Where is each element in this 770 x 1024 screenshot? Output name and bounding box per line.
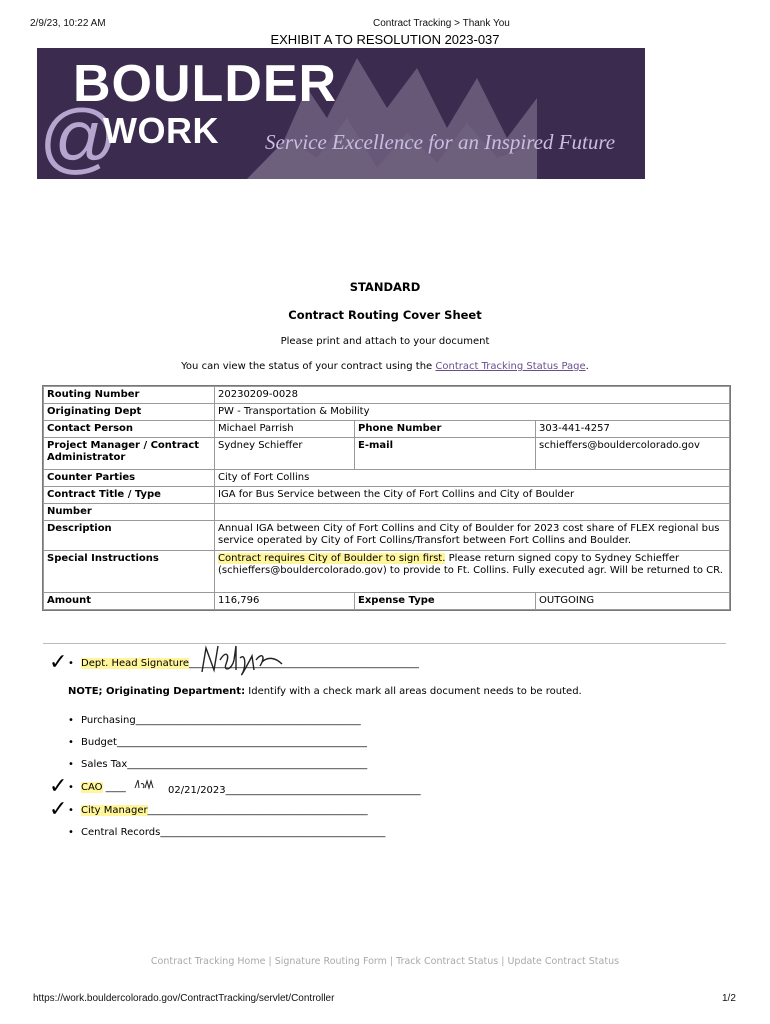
cao-date-line [168,785,421,796]
routing-note [68,686,582,697]
list-item-budget [68,737,367,748]
table-row [44,470,730,487]
status-sentence [0,361,770,372]
dept-head-label: Dept. Head Signature [81,658,190,669]
table-row [44,521,730,551]
city-manager-label: City Manager [81,805,148,816]
email-label: E-mail [355,438,536,470]
check-mark-dept-head: ✓ [49,650,68,675]
check-mark-city-manager: ✓ [49,797,68,822]
bullet: • [68,737,74,748]
budget-underline: __________________________________________________ [116,737,367,748]
cao-underline: _______________________________________ [225,785,421,796]
routing-number-label: Routing Number [44,387,215,404]
project-manager-value: Sydney Schieffer [215,438,355,470]
check-mark-cao: ✓ [49,774,68,799]
routing-table [43,386,730,610]
purchasing-label: Purchasing [81,715,136,726]
amount-value: 116,796 [215,593,355,610]
banner-work-word: WORK [103,110,219,151]
number-label: Number [44,504,215,521]
list-item-central-records [68,827,385,838]
sales-tax-label: Sales Tax [81,759,128,770]
table-row [44,387,730,404]
cao-date: 02/21/2023 [168,785,226,796]
table-row [44,421,730,438]
special-instructions-value [215,551,730,593]
footer-link-update[interactable]: Update Contract Status [507,956,620,967]
footer-link-home[interactable]: Contract Tracking Home [150,956,266,967]
budget-label: Budget [81,737,117,748]
table-row [44,551,730,593]
phone-value: 303-441-4257 [536,421,730,438]
routing-note-rest: Identify with a check mark all areas document needs to be routed. [245,686,582,697]
bullet: • [68,827,74,838]
contract-title-value: IGA for Bus Service between the City of Fort Collins and City of Boulder [215,487,730,504]
amount-label: Amount [44,593,215,610]
footer-separator: | [386,956,397,967]
purchasing-underline: _____________________________________________ [135,715,361,726]
originating-dept-value: PW - Transportation & Mobility [215,404,730,421]
exhibit-title: EXHIBIT A TO RESOLUTION 2023-037 [270,32,500,47]
originating-dept-label: Originating Dept [44,404,215,421]
routing-number-value: 20230209-0028 [215,387,730,404]
contact-person-label: Contact Person [44,421,215,438]
bullet: • [68,759,74,770]
special-instructions-label: Special Instructions [44,551,215,593]
standard-label: STANDARD [349,280,421,294]
counter-parties-value: City of Fort Collins [215,470,730,487]
dept-head-underline: ______________________________________________ [189,658,420,669]
special-instructions-rest: Please return signed copy to Sydney Schieffer (schieffers@bouldercolorado.gov) to provide to Ft. Collins. Fully executed agr. Will be returned to CR. [218,553,723,576]
contract-title-label: Contract Title / Type [44,487,215,504]
routing-note-bold: NOTE; Originating Department: [68,686,246,697]
status-suffix: . [585,361,589,372]
status-prefix: You can view the status of your contract using the [181,361,436,372]
expense-type-value: OUTGOING [536,593,730,610]
table-row [44,438,730,470]
footer-nav [0,956,770,967]
table-row [44,404,730,421]
number-value [215,504,730,521]
email-value: schieffers@bouldercolorado.gov [536,438,730,470]
list-item-sales-tax [68,759,367,770]
boulder-at-work-banner [37,48,645,179]
print-datetime: 2/9/23, 10:22 AM [30,18,106,29]
counter-parties-label: Counter Parties [44,470,215,487]
print-page-title: Contract Tracking > Thank You [373,18,510,29]
contact-person-value: Michael Parrish [215,421,355,438]
central-records-underline: _____________________________________________ [160,827,386,838]
bullet: • [68,805,74,816]
print-footer-url: https://work.bouldercolorado.gov/ContractTracking/servlet/Controller [33,993,335,1004]
expense-type-label: Expense Type [355,593,536,610]
list-item-purchasing [68,715,361,726]
table-row [44,487,730,504]
special-instructions-highlight: Contract requires City of Boulder to sign first. [218,553,446,564]
footer-link-signature-form[interactable]: Signature Routing Form [274,956,387,967]
banner-tagline: Service Excellence for an Inspired Future [265,130,616,154]
cover-sheet-heading: Contract Routing Cover Sheet [288,308,482,322]
description-value: Annual IGA between City of Fort Collins and City of Boulder for 2023 cost share of FLEX regional bus service operated by City of Fort Collins/Transfort between Fort Collins and Boulder. [215,521,730,551]
print-instruction: Please print and attach to your document [280,336,490,347]
dept-head-signature-image [196,640,286,680]
footer-separator: | [498,956,508,967]
city-manager-underline: ____________________________________________ [147,805,368,816]
divider [43,643,726,644]
cao-initials-image [133,778,155,792]
list-item-city-manager [68,805,368,816]
list-item-cao [68,782,126,793]
footer-separator: | [265,956,275,967]
footer-link-track[interactable]: Track Contract Status [396,956,499,967]
description-label: Description [44,521,215,551]
print-footer-page: 1/2 [722,993,736,1004]
phone-label: Phone Number [355,421,536,438]
central-records-label: Central Records [81,827,161,838]
cao-pre-underline: ____ [105,782,126,793]
bullet: • [68,715,74,726]
status-page-link[interactable]: Contract Tracking Status Page [435,361,586,372]
bullet: • [68,658,74,669]
bullet: • [68,782,74,793]
banner-boulder-word: BOULDER [73,55,338,113]
cao-label: CAO [81,782,103,793]
table-row [44,593,730,610]
table-row [44,504,730,521]
banner-at-symbol: @ [39,93,119,179]
sales-tax-underline: ________________________________________________ [127,759,368,770]
project-manager-label: Project Manager / Contract Administrator [44,438,215,470]
